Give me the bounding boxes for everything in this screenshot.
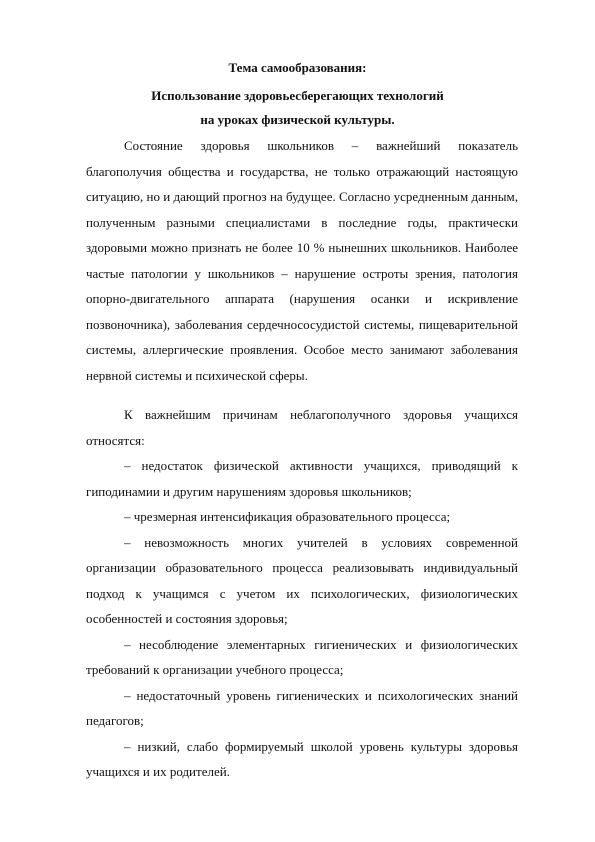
list-item-cause: – невозможность многих учителей в условиях современной организации образовательного процесса реализовывать индивидуальный подход к учащимся с учетом их психологических, физиологических особенностей и состояния здоровья; (86, 534, 518, 626)
document-topic-label: Тема самообразования: (228, 60, 367, 75)
paragraph-intro: Состояние здоровья школьников – важнейший показатель благополучия общества и государства, не только отражающий настоящую ситуацию, но и дающий прогноз на будущее. Согласно усредненным данным, полученным разными специалистами в последние годы, практически здоровыми можно признать не более 10 % нынешних школьников. Наиболее частые патологии у школьников – нарушение остроты зрения, патология опорно-двигательного аппарата (нарушения осанки и искривление позвоночника), заболевания сердечнососудистой системы, пищеварительной системы, аллергические проявления. Особое место занимают заболевания нервной системы и психической сферы. (86, 138, 518, 383)
list-item-cause: – чрезмерная интенсификация образовательного процесса; (124, 509, 451, 524)
list-item-cause: – низкий, слабо формируемый школой уровень культуры здоровья учащихся и их родителей. (86, 738, 518, 779)
document-subtitle: на уроках физической культуры. (200, 112, 395, 127)
paragraph-causes-lead: К важнейшим причинам неблагополучного здоровья учащихся относятся: (86, 407, 518, 448)
document-title: Использование здоровьесберегающих технологий (151, 88, 444, 103)
list-item-cause: – несоблюдение элементарных гигиенических и физиологических требований к организации учебного процесса; (86, 636, 518, 677)
list-item-cause: – недостаточный уровень гигиенических и психологических знаний педагогов; (86, 687, 518, 728)
document-body (86, 133, 518, 785)
list-item-cause: – недостаток физической активности учащихся, приводящий к гиподинамии и другим нарушениям здоровья школьников; (86, 458, 518, 499)
